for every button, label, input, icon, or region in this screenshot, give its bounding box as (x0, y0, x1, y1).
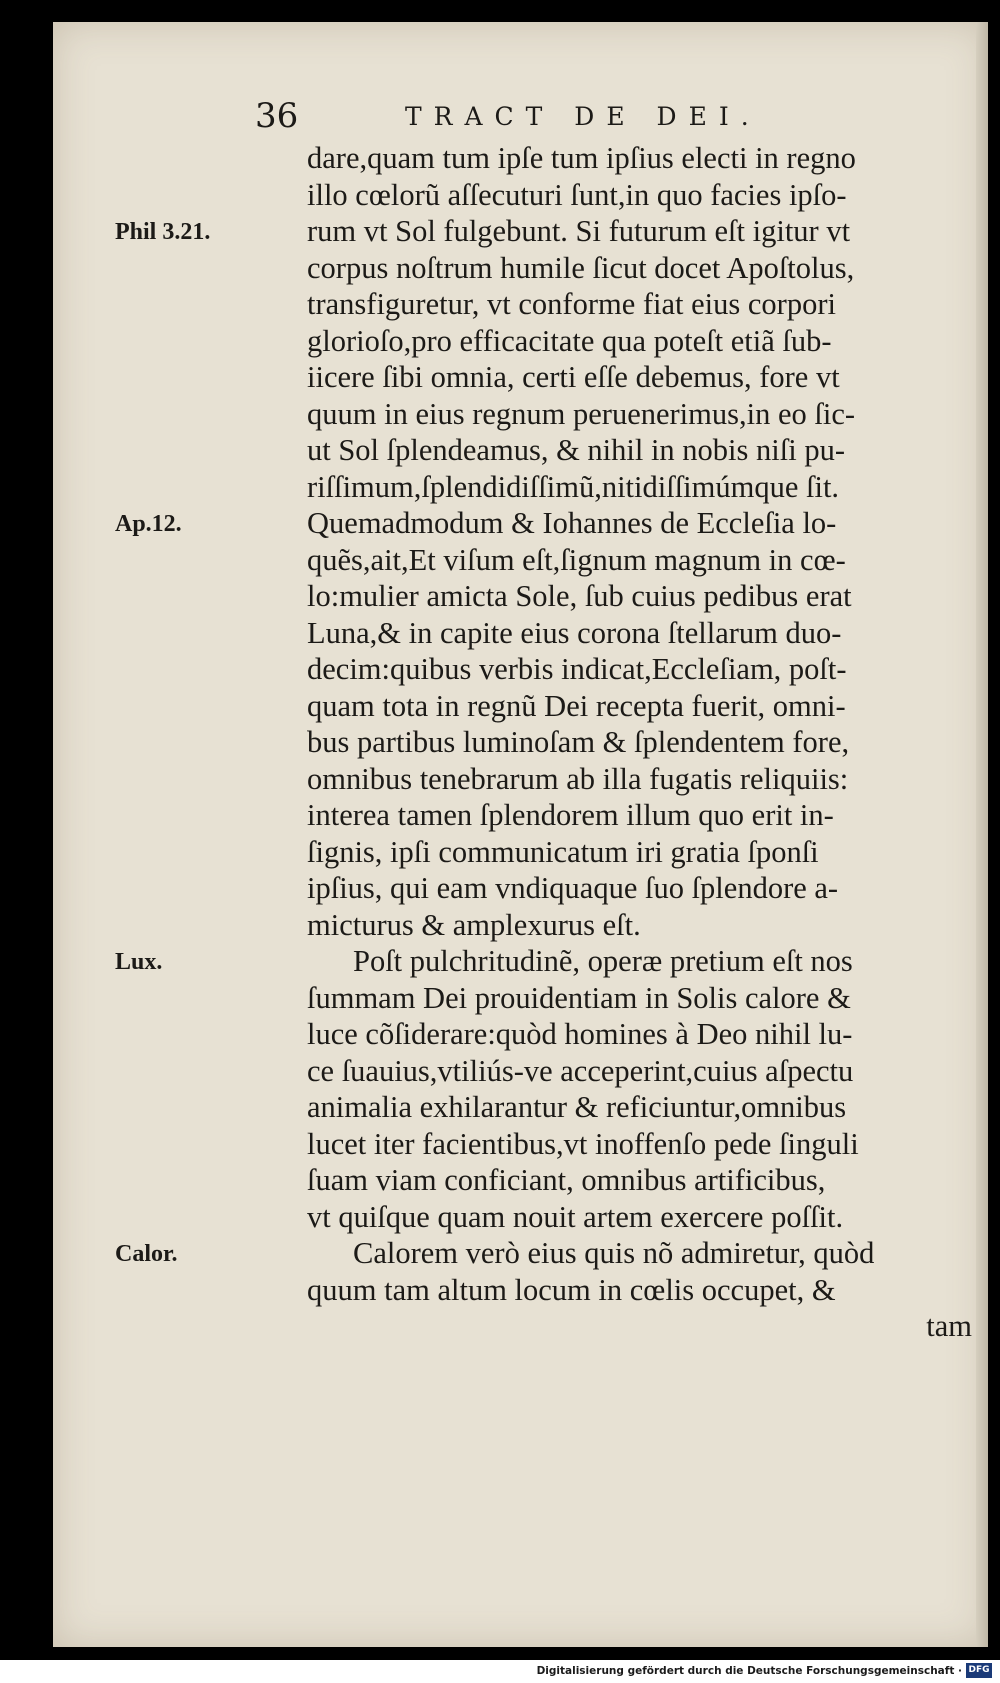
text-line: quam tota in regnũ Dei recepta fuerit, omni- (307, 688, 846, 723)
page-number: 36 (255, 96, 299, 136)
marginal-note: Calor. (115, 1241, 178, 1267)
text-line: ut Sol ſplendeamus, & nihil in nobis niſi pu- (307, 433, 845, 467)
text-line: Quemadmodum & Iohannes de Eccleſia lo- (307, 506, 837, 540)
text-line: ſignis, ipſi communicatum iri gratia ſponſi (307, 834, 819, 869)
text-line: bus partibus luminoſam & ſplendentem fore, (307, 725, 850, 759)
marginal-note: Ap.12. (115, 511, 182, 537)
text-line: ſummam Dei prouidentiam in Solis calore & (307, 980, 851, 1015)
text-line: corpus noſtrum humile ſicut docet Apoſtolus, (307, 250, 855, 285)
body-text (307, 140, 982, 1345)
text-line: lo:mulier amicta Sole, ſub cuius pedibus erat (307, 579, 852, 613)
text-line: decim:quibus verbis indicat,Eccleſiam, poſt- (307, 652, 847, 686)
text-line: lucet iter facientibus,vt inoffenſo pede ſinguli (307, 1126, 859, 1161)
text-line: ce ſuauius,vtiliús-ve acceperint,cuius aſpectu (307, 1053, 854, 1088)
text-line: omnibus tenebrarum ab illa fugatis reliquiis: (307, 761, 849, 796)
text-line: quum in eius regnum peruenerimus,in eo ſic- (307, 396, 856, 431)
text-line: dare,quam tum ipſe tum ipſius electi in regno (307, 141, 856, 175)
text-line: transfiguretur, vt conforme fiat eius corpori (307, 287, 836, 321)
text-line: quẽs,ait,Et viſum eſt,ſignum magnum in cœ- (307, 542, 846, 577)
text-line: quum tam altum locum in cœlis occupet, & (307, 1272, 836, 1307)
text-line: ipſius, qui eam vndiquaque ſuo ſplendore a- (307, 871, 839, 905)
catchword: tam (926, 1309, 972, 1343)
text-line: ſuam viam conficiant, omnibus artificibus, (307, 1163, 826, 1197)
text-line: rum vt Sol fulgebunt. Si futurum eſt igitur vt (307, 214, 851, 248)
text-line: micturus & amplexurus eſt. (307, 907, 641, 942)
text-line: Calorem verò eius quis nõ admiretur, quòd (353, 1236, 875, 1270)
footer-credit: Digitalisierung gefördert durch die Deutsche Forschungsgemeinschaft · (536, 1665, 962, 1677)
marginal-note: Phil 3.21. (115, 219, 211, 245)
text-line: illo cœlorũ aſſecuturi ſunt,in quo facies ipſo- (307, 177, 847, 212)
footer-bar (0, 1660, 1000, 1683)
running-title: TRACT DE DEI. (405, 102, 761, 131)
dfg-logo: DFG (966, 1663, 992, 1678)
marginal-note: Lux. (115, 949, 163, 975)
text-line: iicere ſibi omnia, certi eſſe debemus, fore vt (307, 360, 840, 394)
text-line: animalia exhilarantur & reficiuntur,omnibus (307, 1090, 847, 1124)
text-line: vt quiſque quam nouit artem exercere poſſit. (307, 1199, 844, 1234)
text-line: interea tamen ſplendorem illum quo erit in- (307, 798, 834, 832)
running-head (255, 96, 835, 136)
text-line: riſſimum,ſplendidiſſimũ,nitidiſſimúmque ſit. (307, 469, 840, 504)
text-line: luce cõſiderare:quòd homines à Deo nihil lu- (307, 1017, 853, 1051)
text-line: Luna,& in capite eius corona ſtellarum duo- (307, 615, 842, 650)
text-line: Poſt pulchritudinẽ, operæ pretium eſt nos (353, 944, 853, 978)
text-line: glorioſo,pro efficacitate qua poteſt etiã ſub- (307, 323, 832, 358)
